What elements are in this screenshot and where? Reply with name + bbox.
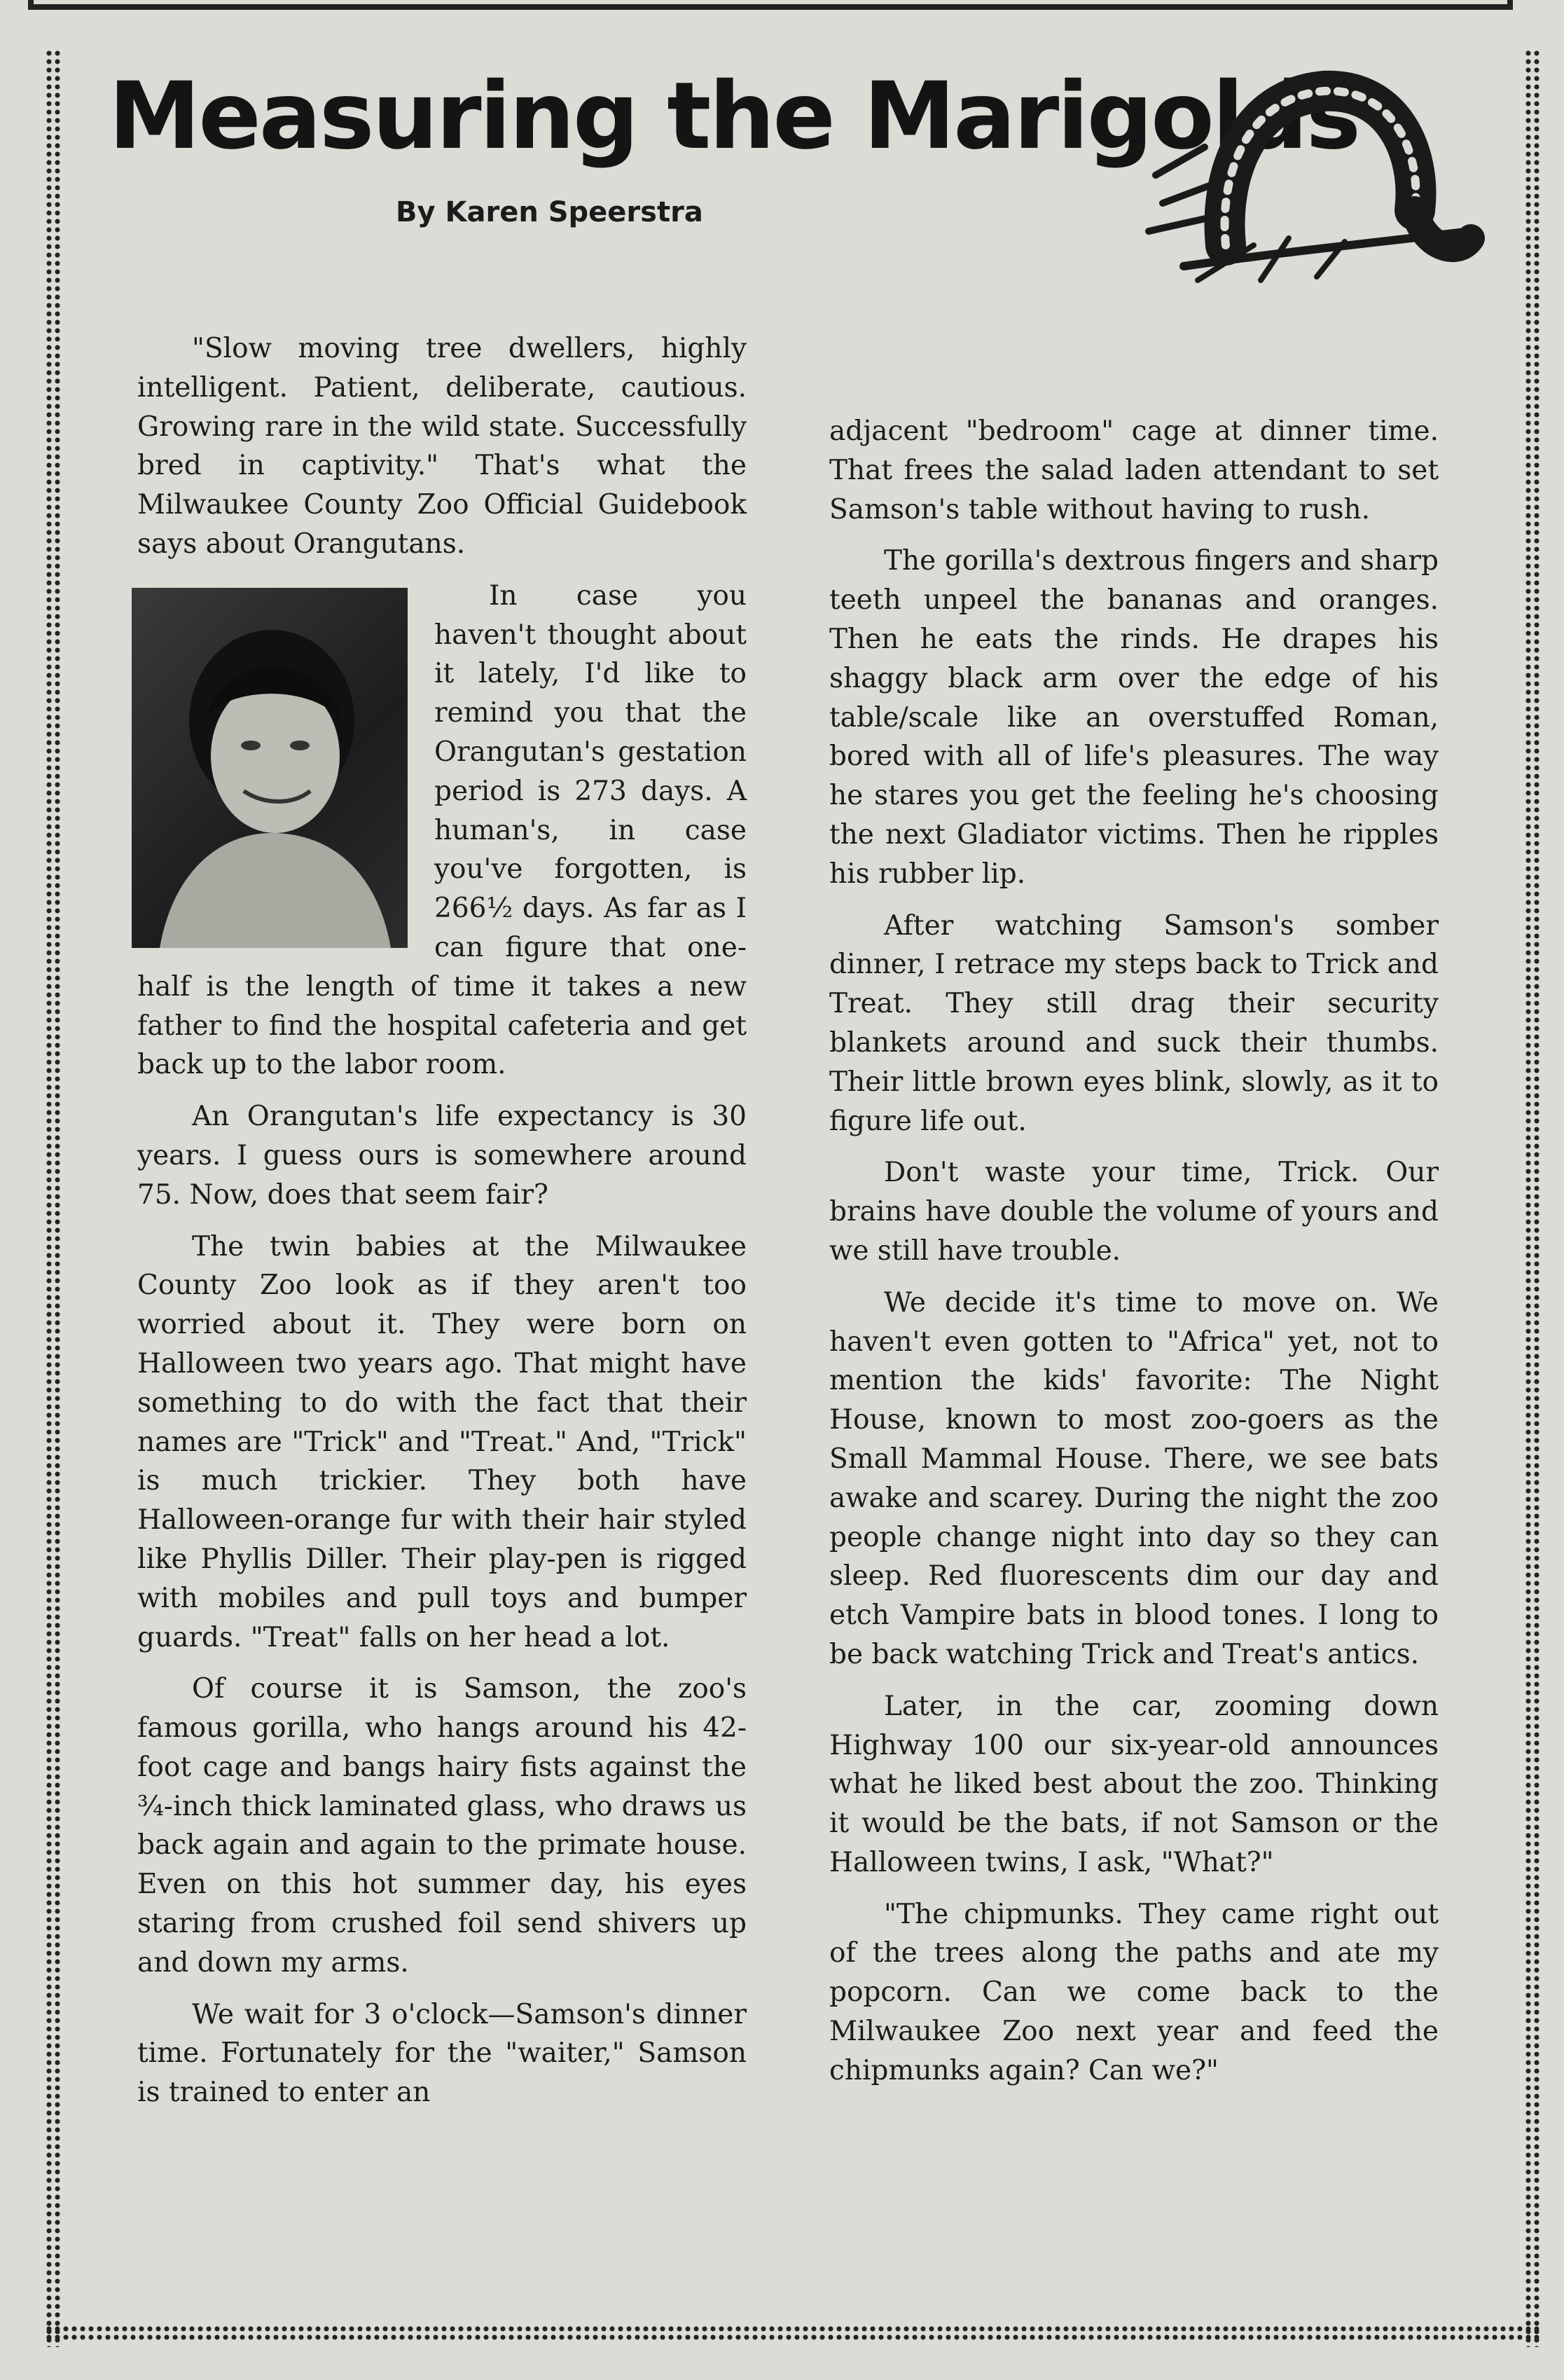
left-column — [137, 329, 747, 2125]
caterpillar-logo-icon — [1142, 70, 1492, 294]
paragraph: We decide it's time to move on. We haven't even gotten to "Africa" yet, not to mention the kids' favorite: The Night House, known to most zoo-goers as the Small Mammal House. There, we see bats awake and scarey. During the night the zoo people change night into day so they can sleep. Red fluorescents dim our day and etch Vampire bats in blood tones. I long to be back watching Trick and Treat's antics. — [829, 1286, 1439, 1670]
paragraph: In case you haven't thought about it lately, I'd like to remind you that the Orangutan's gestation period is 273 days. A human's, in case you've forgotten, is 266½ days. As far as I can figure that one-half is the length of time it takes a new father to find the hospital cafeteria and get back up to the labor room. — [137, 579, 747, 1081]
author-photo — [132, 588, 408, 948]
paragraph: The twin babies at the Milwaukee County Zoo look as if they aren't too worried about it. They were born on Halloween two years ago. That might have something to do with the fact that their names are "Trick" and "Treat." And, "Trick" is much trickier. They both have Halloween-orange fur with their hair styled like Phyllis Diller. Their play-pen is rigged with mobiles and pull toys and bumper guards. "Treat" falls on her head a lot. — [137, 1230, 747, 1653]
right-column — [829, 412, 1439, 2103]
dotted-border-left — [45, 49, 62, 2347]
dotted-border-bottom — [45, 2325, 1541, 2341]
paragraph: "The chipmunks. They came right out of the trees along the paths and ate my popcorn. Can we come back to the Milwaukee Zoo next year and feed the chipmunks again? Can we?" — [829, 1898, 1439, 2086]
byline: By Karen Speerstra — [396, 196, 703, 228]
paragraph: After watching Samson's somber dinner, I retrace my steps back to Trick and Treat. They still drag their security blankets around and suck their thumbs. Their little brown eyes blink, slowly, as it to figure life out. — [829, 909, 1439, 1137]
paragraph: Of course it is Samson, the zoo's famous gorilla, who hangs around his 42-foot cage and bangs hairy fists against the ¾-inch thick laminated glass, who draws us back again and again to the primate house. Even on this hot summer day, his eyes staring from crushed foil send shivers up and down my arms. — [137, 1673, 747, 1979]
paragraph: Later, in the car, zooming down Highway 100 our six-year-old announces what he liked best about the zoo. Thinking it would be the bats, if not Samson or the Halloween twins, I ask, "What?" — [829, 1690, 1439, 1878]
dotted-border-right — [1524, 49, 1541, 2347]
paragraph: We wait for 3 o'clock—Samson's dinner time. Fortunately for the "waiter," Samson is trained to enter an — [137, 1998, 747, 2109]
paragraph: The gorilla's dextrous fingers and sharp teeth unpeel the bananas and oranges. Then he eats the rinds. He drapes his shaggy black arm over the edge of his table/scale like an overstuffed Roman, bored with all of life's pleasures. The way he stares you get the feeling he's choosing the next Gladiator victims. Then he ripples his rubber lip. — [829, 545, 1439, 890]
article-title: Measuring the Marigolds — [109, 62, 1359, 170]
paragraph: "Slow moving tree dwellers, highly intelligent. Patient, deliberate, cautious. Growing rare in the wild state. Successfully bred in captivity." That's what the Milwaukee County Zoo Official Guidebook says about Orangutans. — [137, 333, 747, 560]
paragraph: Don't waste your time, Trick. Our brains have double the volume of yours and we still have trouble. — [829, 1157, 1439, 1267]
paragraph: An Orangutan's life expectancy is 30 years. I guess ours is somewhere around 75. Now, does that seem fair? — [137, 1101, 747, 1211]
paragraph-continuation: adjacent "bedroom" cage at dinner time. That frees the salad laden attendant to set Samson's table without having to rush. — [829, 415, 1439, 525]
top-rule — [28, 0, 1513, 10]
